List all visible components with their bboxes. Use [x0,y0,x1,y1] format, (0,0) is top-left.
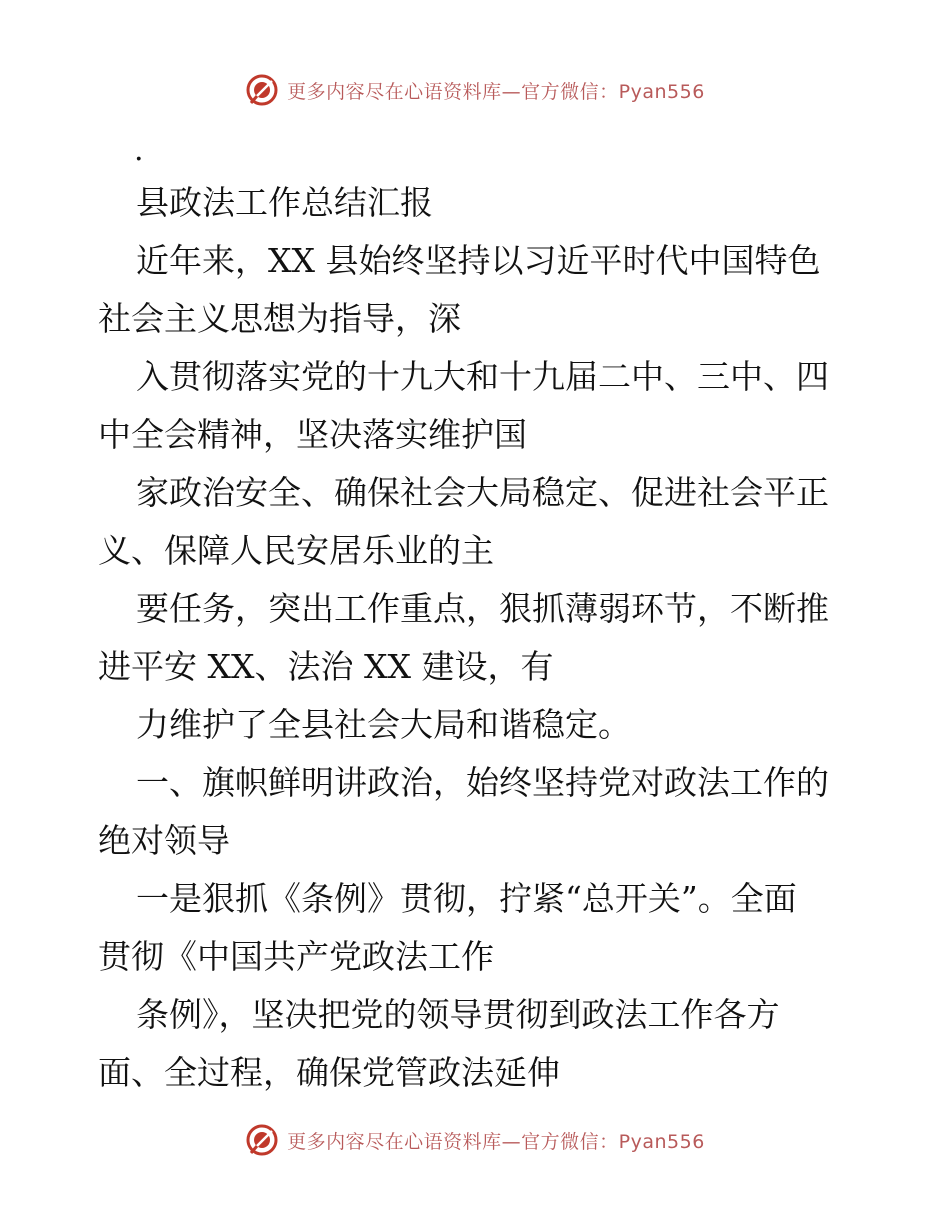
header-banner-text: 更多内容尽在心语资料库—官方微信：Pyan556 [287,80,705,103]
paragraph-line: 要任务，突出工作重点，狠抓薄弱环节，不断推 [136,589,829,628]
paragraph-line: 入贯彻落实党的十九大和十九届二中、三中、四 [136,357,829,396]
document-title: 县政法工作总结汇报 [136,183,433,222]
paragraph-line: 一是狠抓《条例》贯彻，拧紧“总开关”。全面 [136,879,797,918]
document-body [98,128,858,1102]
paragraph-line: 进平安 XX、法治 XX 建设，有 [98,647,554,686]
paragraph-line: 力维护了全县社会大局和谐稳定。 [136,705,631,744]
paragraph-line: 面、全过程，确保党管政法延伸 [98,1053,560,1092]
footer-banner-text: 更多内容尽在心语资料库—官方微信：Pyan556 [287,1130,705,1153]
paragraph-line: 贯彻《中国共产党政法工作 [98,937,494,976]
paragraph-line: 条例》，坚决把党的领导贯彻到政法工作各方 [136,995,780,1034]
paragraph-line: 义、保障人民安居乐业的主 [98,531,494,570]
section-heading-continued: 绝对领导 [98,821,230,860]
section-heading: 一、旗帜鲜明讲政治，始终坚持党对政法工作的 [136,763,829,802]
pen-logo-icon [245,1123,279,1157]
paragraph-line: 近年来，XX 县始终坚持以习近平时代中国特色 [136,241,821,280]
paragraph-line: 家政治安全、确保社会大局稳定、促进社会平正 [136,473,829,512]
paragraph-line: 中全会精神，坚决落实维护国 [98,415,527,454]
leading-dot: . [134,133,144,168]
paragraph-line: 社会主义思想为指导，深 [98,299,461,338]
pen-logo-icon [245,73,279,107]
header-banner [0,68,950,112]
footer-banner [0,1118,950,1162]
